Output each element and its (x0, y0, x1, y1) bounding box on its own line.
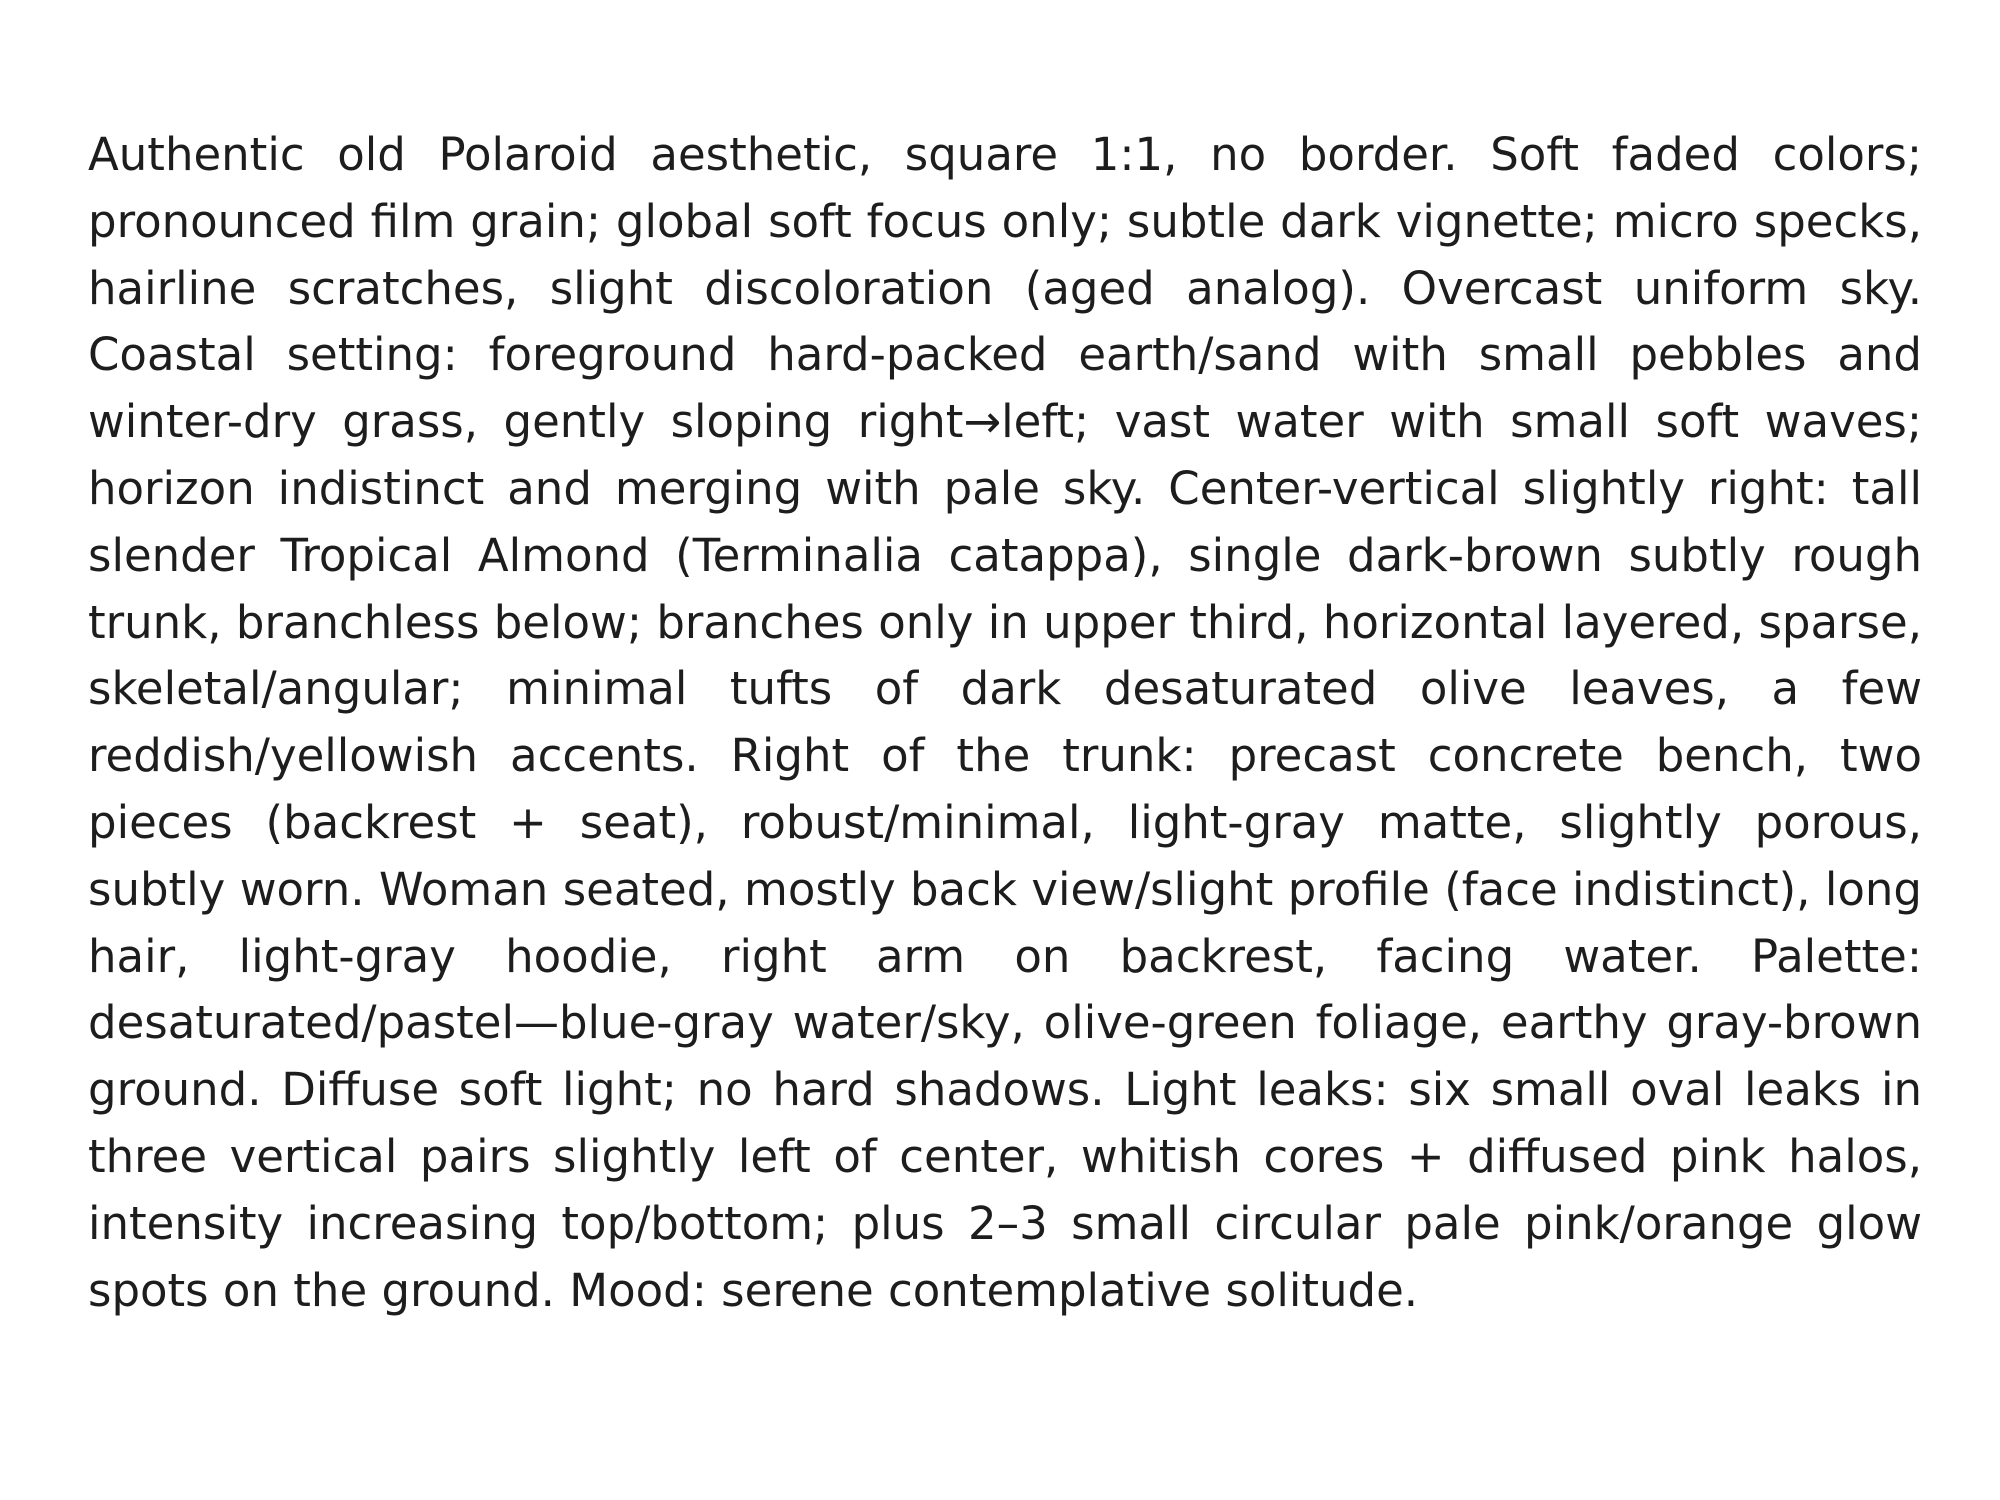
document-body (88, 122, 1922, 1324)
prompt-paragraph: Authentic old Polaroid aesthetic, square 1:1, no border. Soft faded colors; pronounced film grain; global soft focus only; subtle dark vignette; micro specks, hairline scratches, slight discoloration (aged analog). Overcast uniform sky. Coastal setting: foreground hard-packed earth/sand with small pebbles and winter-dry grass, gently sloping right→left; vast water with small soft waves; horizon indistinct and merging with pale sky. Center-vertical slightly right: tall slender Tropical Almond (Terminalia catappa), single dark-brown subtly rough trunk, branchless below; branches only in upper third, horizontal layered, sparse, skeletal/angular; minimal tufts of dark desaturated olive leaves, a few reddish/yellowish accents. Right of the trunk: precast concrete bench, two pieces (backrest + seat), robust/minimal, light-gray matte, slightly porous, subtly worn. Woman seated, mostly back view/slight profile (face indistinct), long hair, light-gray hoodie, right arm on backrest, facing water. Palette: desaturated/pastel—blue-gray water/sky, olive-green foliage, earthy gray-brown ground. Diffuse soft light; no hard shadows. Light leaks: six small oval leaks in three vertical pairs slightly left of center, whitish cores + diffused pink halos, intensity increasing top/bottom; plus 2–3 small circular pale pink/orange glow spots on the ground. Mood: serene contemplative solitude. (88, 128, 1922, 1317)
